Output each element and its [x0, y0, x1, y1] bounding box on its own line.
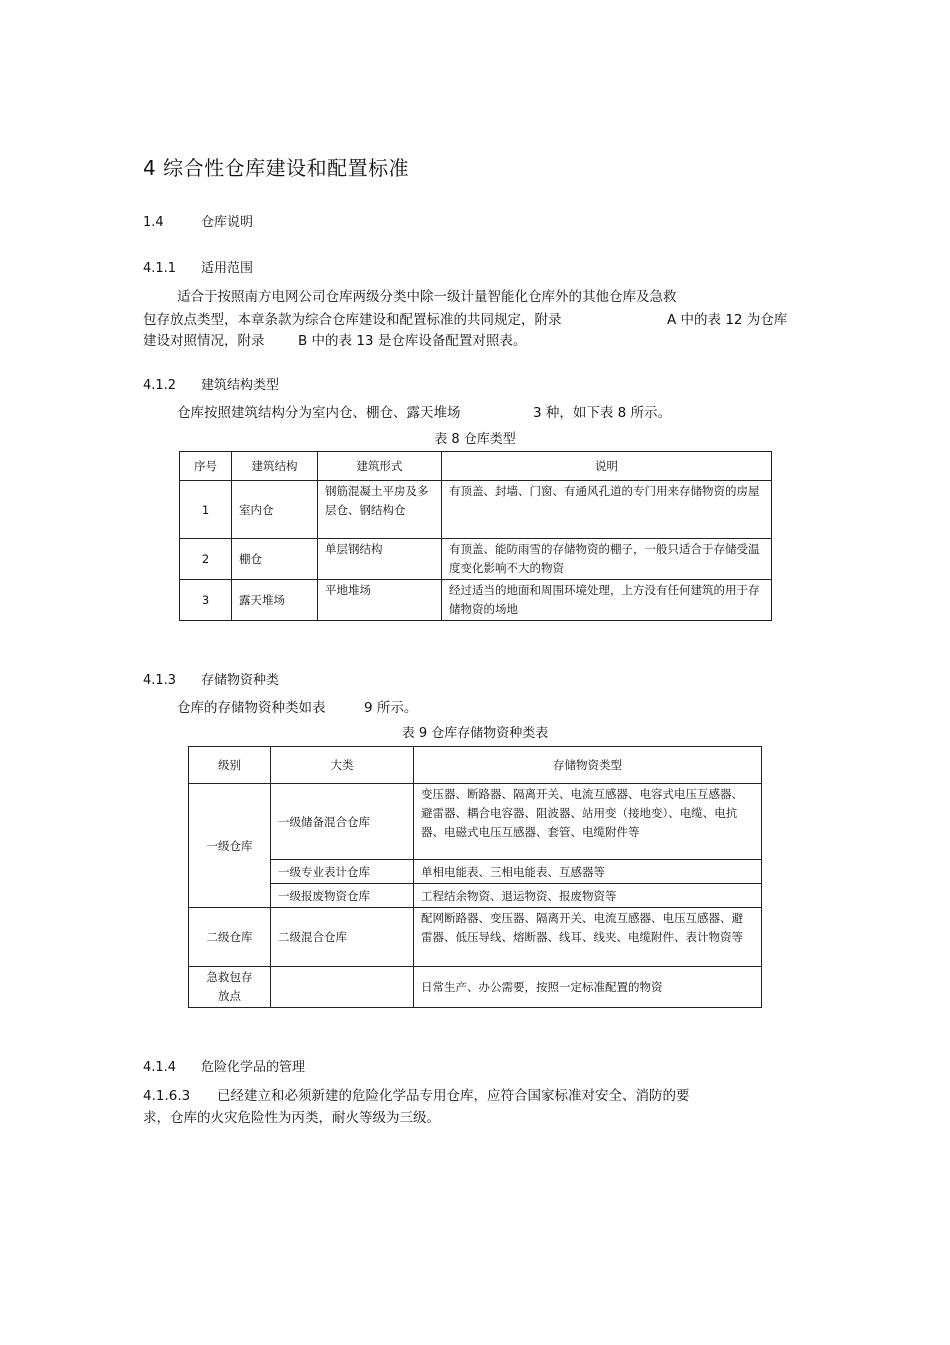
section-4-1-1-heading — [143, 257, 253, 276]
table-cell: 一级专业表计仓库 — [271, 860, 414, 884]
paragraph-line: 3 种，如下表 8 所示。 — [533, 405, 672, 421]
section-title: 仓库说明 — [201, 215, 254, 230]
table-cell: 棚仓 — [232, 539, 318, 580]
paragraph-line: 求，仓库的火灾危险性为丙类，耐火等级为三级。 — [143, 1110, 440, 1126]
table-cell: 二级仓库 — [189, 908, 271, 967]
table-cell: 钢筋混凝土平房及多层仓、钢结构仓 — [318, 481, 442, 539]
table-header-cell: 说明 — [442, 452, 772, 481]
table-header-cell: 序号 — [180, 452, 232, 481]
table-header-cell: 大类 — [271, 747, 414, 784]
table-cell: 单相电能表、三相电能表、互感器等 — [414, 860, 762, 884]
paragraph-line: B 中的表 13 是仓库设备配置对照表。 — [298, 333, 527, 349]
table-cell: 3 — [180, 580, 232, 621]
table-header-cell: 级别 — [189, 747, 271, 784]
table-cell: 急救包存放点 — [189, 967, 271, 1008]
table-cell: 有顶盖、能防雨雪的存储物资的棚子，一般只适合于存储受温度变化影响不大的物资 — [442, 539, 772, 580]
section-4-1-3-heading — [143, 669, 279, 688]
table-9 — [188, 746, 762, 1008]
table-cell: 变压器、断路器、隔离开关、电流互感器、电容式电压互感器、避雷器、耦合电容器、阻波器、站用变（接地变）、电缆、电抗器、电磁式电压互感器、套管、电缆附件等 — [414, 784, 762, 860]
section-1-4-heading — [143, 211, 253, 230]
table-row — [180, 539, 772, 580]
table-cell: 室内仓 — [232, 481, 318, 539]
table-header-row — [180, 452, 772, 481]
table-row — [189, 884, 762, 908]
table-8-caption: 表 8 仓库类型 — [434, 432, 516, 447]
paragraph-line: 适合于按照南方电网公司仓库两级分类中除一级计量智能化仓库外的其他仓库及急救 — [177, 289, 677, 305]
section-title: 建筑结构类型 — [201, 378, 280, 393]
table-cell: 有顶盖、封墙、门窗、有通风孔道的专门用来存储物资的房屋 — [442, 481, 772, 539]
table-cell: 一级仓库 — [189, 784, 271, 908]
paragraph-line: A 中的表 12 为仓库 — [667, 312, 788, 328]
clause-number: 4.1.6.3 — [143, 1088, 191, 1104]
table-8 — [179, 451, 772, 621]
table-cell: 二级混合仓库 — [271, 908, 414, 967]
table-cell: 一级储备混合仓库 — [271, 784, 414, 860]
table-cell: 1 — [180, 481, 232, 539]
table-9-caption: 表 9 仓库存储物资种类表 — [401, 726, 549, 741]
section-number: 4.1.1 — [143, 261, 177, 276]
table-header-cell: 建筑结构 — [232, 452, 318, 481]
paragraph-line: 建设对照情况，附录 — [143, 333, 265, 349]
paragraph-line: 9 所示。 — [364, 700, 418, 716]
paragraph-line: 仓库按照建筑结构分为室内仓、棚仓、露天堆场 — [177, 405, 461, 421]
table-row — [189, 860, 762, 884]
section-4-1-4-heading — [143, 1056, 305, 1075]
paragraph-line: 仓库的存储物资种类如表 — [177, 700, 326, 716]
table-cell: 配网断路器、变压器、隔离开关、电流互感器、电压互感器、避雷器、低压导线、熔断器、线耳、线夹、电缆附件、表计物资等 — [414, 908, 762, 967]
section-title: 存储物资种类 — [201, 673, 280, 688]
section-title: 危险化学品的管理 — [201, 1060, 306, 1075]
table-row — [189, 784, 762, 860]
table-cell: 单层钢结构 — [318, 539, 442, 580]
table-row — [180, 481, 772, 539]
section-title: 适用范围 — [201, 261, 254, 276]
table-header-cell: 建筑形式 — [318, 452, 442, 481]
table-cell: 露天堆场 — [232, 580, 318, 621]
section-number: 4.1.4 — [143, 1060, 177, 1075]
table-cell — [271, 967, 414, 1008]
table-cell: 2 — [180, 539, 232, 580]
table-cell: 经过适当的地面和周围环境处理，上方没有任何建筑的用于存储物资的场地 — [442, 580, 772, 621]
paragraph-line: 已经建立和必须新建的危险化学品专用仓库，应符合国家标准对安全、消防的要 — [217, 1088, 690, 1104]
section-number: 1.4 — [143, 215, 164, 230]
table-cell: 工程结余物资、退运物资、报废物资等 — [414, 884, 762, 908]
section-number: 4.1.3 — [143, 673, 177, 688]
table-row — [189, 967, 762, 1008]
section-number: 4.1.2 — [143, 378, 177, 393]
table-cell: 平地堆场 — [318, 580, 442, 621]
chapter-title: 4 综合性仓库建设和配置标准 — [143, 156, 410, 180]
table-row — [189, 908, 762, 967]
table-row — [180, 580, 772, 621]
table-header-row — [189, 747, 762, 784]
table-cell: 日常生产、办公需要，按照一定标准配置的物资 — [414, 967, 762, 1008]
table-cell: 一级报废物资仓库 — [271, 884, 414, 908]
table-header-cell: 存储物资类型 — [414, 747, 762, 784]
paragraph-line: 包存放点类型，本章条款为综合仓库建设和配置标准的共同规定，附录 — [143, 312, 562, 328]
section-4-1-2-heading — [143, 374, 279, 393]
